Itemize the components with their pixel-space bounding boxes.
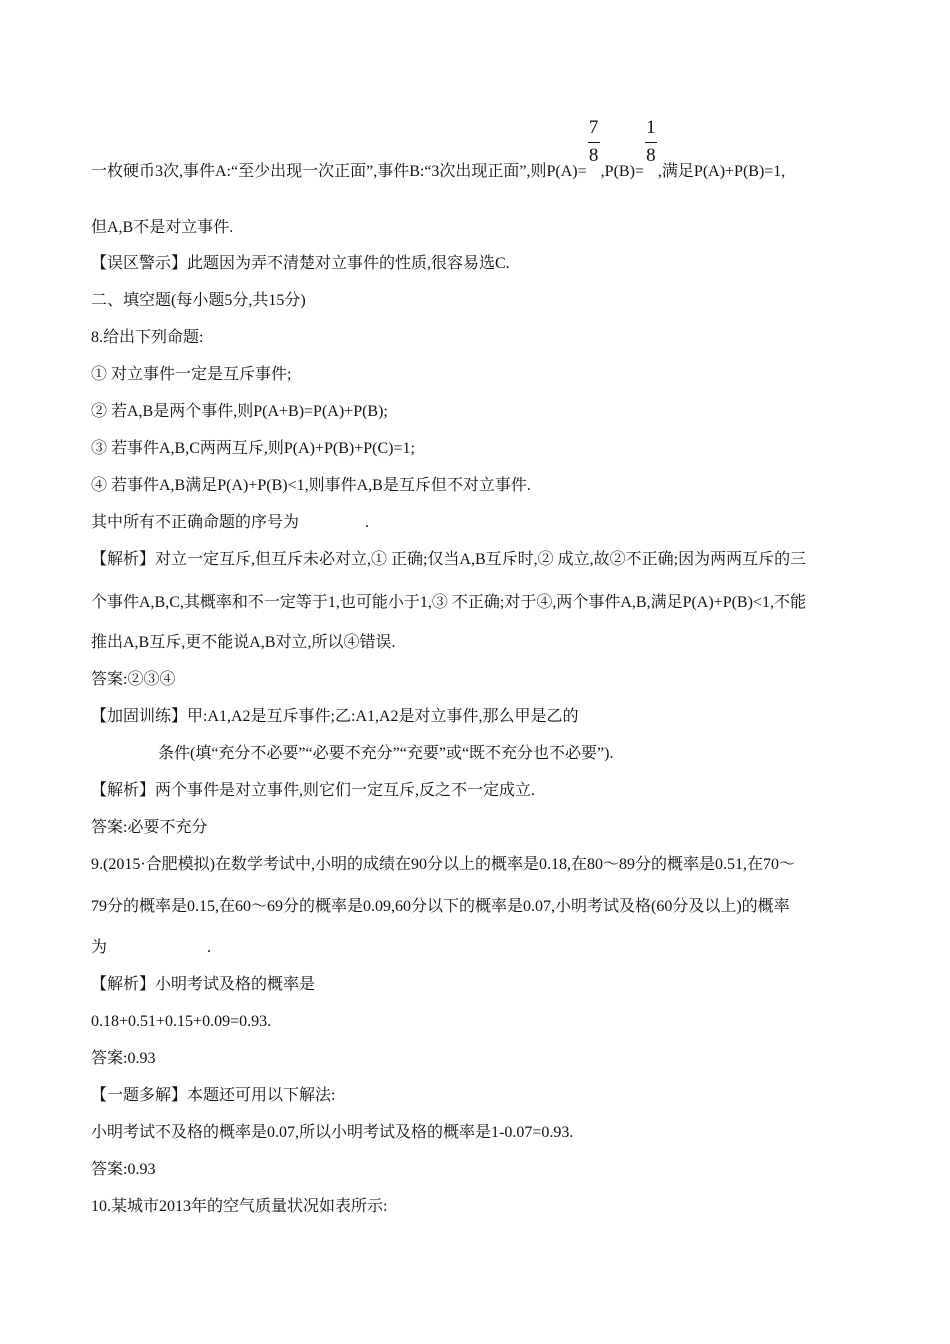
- alternate-solution: 小明考试不及格的概率是0.07,所以小明考试及格的概率是1-0.07=0.93.: [91, 1124, 574, 1141]
- analysis-8-line-1: 【解析】对立一定互斥,但互斥未必对立,① 正确;仅当A,B互斥时,② 成立,故②不正确;因为两两互斥的三: [91, 551, 807, 568]
- text-segment: ,满足P(A)+P(B)=1,: [657, 163, 786, 180]
- fraction-numerator: 1: [646, 117, 656, 138]
- reinforcement-answer: 答案:必要不充分: [91, 819, 208, 836]
- proposition-2: ② 若A,B是两个事件,则P(A+B)=P(A)+P(B);: [91, 403, 388, 420]
- analysis-8-line-3: 推出A,B互斥,更不能说A,B对立,所以④错误.: [91, 634, 396, 651]
- reinforcement-question-cont: 条件(填“充分不必要”“必要不充分”“充要”或“既不充分也不必要”).: [158, 745, 614, 762]
- question-8-prompt: [91, 515, 369, 531]
- text-segment: 为: [91, 939, 108, 956]
- answer-8: 答案:②③④: [91, 671, 176, 688]
- alternate-solution-heading: 【一题多解】本题还可用以下解法:: [91, 1087, 336, 1104]
- solution-line-2: 但A,B不是对立事件.: [91, 219, 234, 236]
- fraction-numerator: 7: [588, 117, 599, 138]
- question-8: 8.给出下列命题:: [91, 329, 204, 346]
- question-9-line-2: 79分的概率是0.15,在60～69分的概率是0.09,60分以下的概率是0.07,小明考试及格(60分及以上)的概率: [91, 898, 790, 915]
- proposition-3: ③ 若事件A,B,C两两互斥,则P(A)+P(B)+P(C)=1;: [91, 440, 415, 457]
- analysis-9-calc: 0.18+0.51+0.15+0.09=0.93.: [91, 1013, 272, 1030]
- reinforcement-analysis: 【解析】两个事件是对立事件,则它们一定互斥,反之不一定成立.: [91, 782, 536, 799]
- answer-9-alt: 答案:0.93: [91, 1161, 156, 1178]
- analysis-8-line-2: 个事件A,B,C,其概率和不一定等于1,也可能小于1,③ 不正确;对于④,两个事件A,B,满足P(A)+P(B)<1,不能: [91, 594, 806, 611]
- text-segment: 一枚硬币3次,事件A:“至少出现一次正面”,事件B:“3次出现正面”,则P(A)=: [91, 163, 587, 180]
- text-segment: .: [207, 939, 212, 956]
- proposition-1: ① 对立事件一定是互斥事件;: [91, 366, 292, 383]
- fraction-bar: [588, 142, 600, 143]
- reinforcement-question: 【加固训练】甲:A1,A2是互斥事件;乙:A1,A2是对立事件,那么甲是乙的: [91, 708, 579, 725]
- fraction-seven-eighths: [587, 117, 601, 176]
- fraction-one-eighth: [644, 117, 658, 176]
- section-heading-fill-in: 二、填空题(每小题5分,共15分): [91, 292, 306, 309]
- mistake-warning: 【误区警示】此题因为弄不清楚对立事件的性质,很容易选C.: [91, 255, 510, 272]
- proposition-4: ④ 若事件A,B满足P(A)+P(B)<1,则事件A,B是互斥但不对立事件.: [91, 477, 531, 494]
- analysis-9: 【解析】小明考试及格的概率是: [91, 976, 316, 993]
- question-9-line-3: [91, 940, 211, 956]
- solution-line-1: [91, 117, 786, 180]
- answer-9: 答案:0.93: [91, 1050, 156, 1067]
- text-segment: ,P(B)=: [600, 163, 644, 180]
- question-10: 10.某城市2013年的空气质量状况如表所示:: [91, 1198, 388, 1215]
- question-9-line-1: 9.(2015·合肥模拟)在数学考试中,小明的成绩在90分以上的概率是0.18,在80～89分的概率是0.51,在70～: [91, 856, 795, 873]
- text-segment: 其中所有不正确命题的序号为: [91, 514, 300, 531]
- fraction-denominator: 8: [588, 145, 599, 166]
- text-segment: .: [365, 514, 370, 531]
- fraction-bar: [645, 142, 657, 143]
- fraction-denominator: 8: [646, 145, 656, 166]
